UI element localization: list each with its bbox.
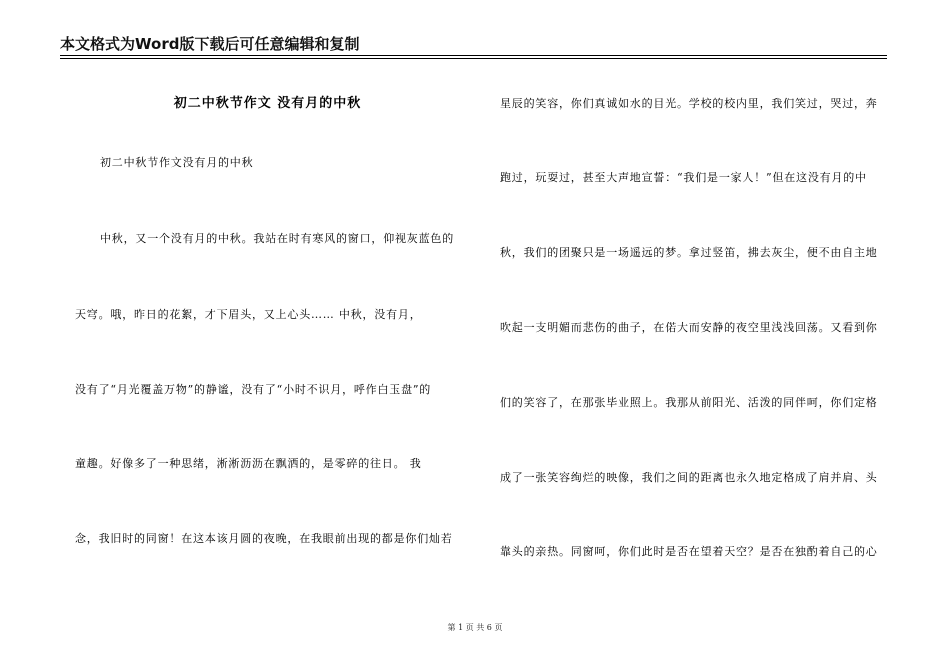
body-line: 秋，我们的团聚只是一场遥远的梦。拿过竖笛，拂去灰尘，便不由自主地 (500, 246, 878, 259)
page-number: 第 1 页 共 6 页 (447, 623, 503, 632)
body-line: 跑过，玩耍过，甚至大声地宣誓：“我们是一家人！”但在这没有月的中 (500, 171, 867, 184)
body-line: 天穹。哦，昨日的花絮，才下眉头，又上心头…… 中秋，没有月， (75, 308, 422, 321)
body-line: 靠头的亲热。同窗呵，你们此时是否在望着天空？是否在独酌着自己的心 (500, 545, 878, 558)
body-line: 没有了“月光覆盖万物”的静谧，没有了“小时不识月，呼作白玉盘”的 (75, 383, 432, 396)
body-line: 吹起一支明媚而悲伤的曲子，在偌大而安静的夜空里浅浅回荡。又看到你 (500, 321, 878, 334)
body-line: 童趣。好像多了一种思绪，淅淅沥沥在飘洒的，是零碎的往日。 我 (75, 457, 422, 470)
body-line: 中秋，又一个没有月的中秋。我站在时有寒风的窗口，仰视灰蓝色的 (100, 232, 454, 245)
right-column (500, 0, 885, 672)
body-line: 成了一张笑容绚烂的映像，我们之间的距离也永久地定格成了肩并肩、头 (500, 471, 878, 484)
body-line: 们的笑容了，在那张毕业照上。我那从前阳光、活泼的同伴呵，你们定格 (500, 396, 878, 409)
body-line: 星辰的笑容，你们真诚如水的目光。学校的校内里，我们笑过，哭过，奔 (500, 97, 878, 110)
download-banner: 本文格式为Word版下载后可任意编辑和复制 (60, 35, 360, 53)
body-line: 念，我旧时的同窗！在这本该月圆的夜晚，在我眼前出现的都是你们灿若 (75, 532, 453, 545)
left-column (75, 0, 460, 672)
body-line: 初二中秋节作文没有月的中秋 (100, 156, 254, 169)
article-title: 初二中秋节作文 没有月的中秋 (173, 96, 362, 111)
